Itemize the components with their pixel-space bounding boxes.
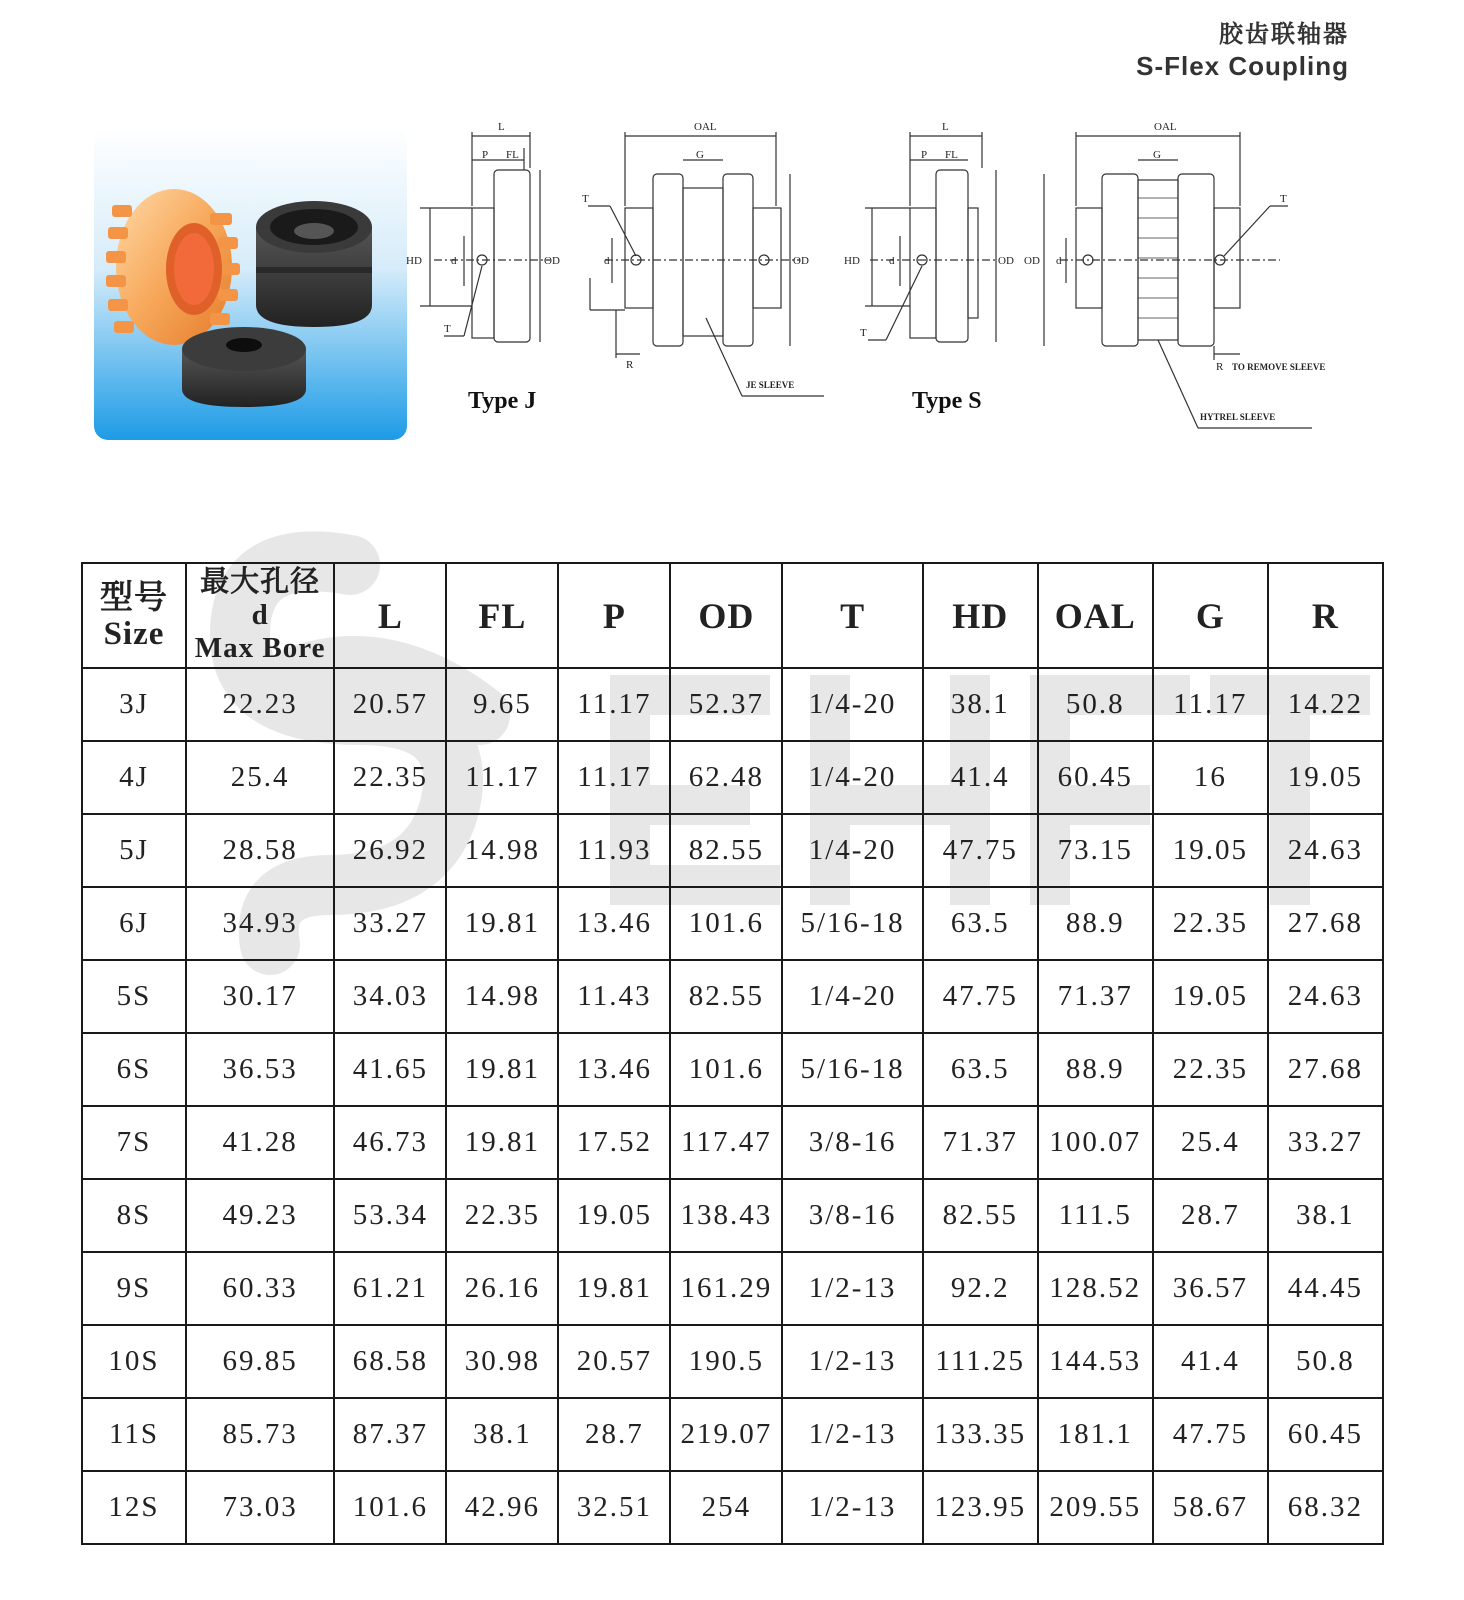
label-g-j: G (696, 149, 704, 161)
type-j-hub-drawing (420, 132, 550, 342)
cell-r: 50.8 (1268, 1325, 1383, 1398)
cell-r: 27.68 (1268, 1033, 1383, 1106)
cell-r: 14.22 (1268, 668, 1383, 741)
cell-size: 6J (82, 887, 186, 960)
cell-max-bore: 85.73 (186, 1398, 334, 1471)
label-od-j: OD (544, 255, 560, 267)
label-od-j2: OD (793, 255, 809, 267)
cell-l: 87.37 (334, 1398, 446, 1471)
cell-l: 33.27 (334, 887, 446, 960)
cell-l: 20.57 (334, 668, 446, 741)
cell-max-bore: 49.23 (186, 1179, 334, 1252)
table-row (82, 1471, 1383, 1544)
cell-size: 12S (82, 1471, 186, 1544)
header-g: G (1153, 563, 1268, 668)
table-row (82, 1033, 1383, 1106)
spec-table-body (82, 668, 1383, 1544)
cell-r: 24.63 (1268, 960, 1383, 1033)
cell-r: 68.32 (1268, 1471, 1383, 1544)
table-row (82, 814, 1383, 887)
cell-g: 22.35 (1153, 1033, 1268, 1106)
cell-max-bore: 73.03 (186, 1471, 334, 1544)
cell-p: 11.93 (558, 814, 670, 887)
cell-fl: 38.1 (446, 1398, 558, 1471)
cell-g: 58.67 (1153, 1471, 1268, 1544)
cell-fl: 14.98 (446, 814, 558, 887)
cell-oal: 111.5 (1038, 1179, 1153, 1252)
cell-r: 38.1 (1268, 1179, 1383, 1252)
cell-size: 5J (82, 814, 186, 887)
cell-oal: 128.52 (1038, 1252, 1153, 1325)
cell-size: 4J (82, 741, 186, 814)
cell-hd: 47.75 (923, 814, 1038, 887)
cell-hd: 47.75 (923, 960, 1038, 1033)
header-size-cn: 型号 (99, 576, 168, 616)
cell-p: 19.05 (558, 1179, 670, 1252)
cell-t: 5/16-18 (782, 887, 922, 960)
cell-g: 19.05 (1153, 814, 1268, 887)
label-p-s: P (921, 149, 928, 161)
cell-size: 11S (82, 1398, 186, 1471)
table-row (82, 741, 1383, 814)
label-od-s: OD (998, 255, 1014, 267)
label-hd-j: HD (406, 255, 422, 267)
label-hytrel-sleeve: HYTREL SLEEVE (1200, 412, 1276, 422)
label-fl-j: FL (506, 149, 519, 161)
header-bore-sym: d (251, 598, 269, 631)
cell-l: 41.65 (334, 1033, 446, 1106)
cell-oal: 50.8 (1038, 668, 1153, 741)
table-row (82, 1398, 1383, 1471)
type-s-assembly-drawing (1044, 132, 1312, 428)
cell-od: 82.55 (670, 960, 782, 1033)
cell-max-bore: 69.85 (186, 1325, 334, 1398)
cell-l: 61.21 (334, 1252, 446, 1325)
table-row (82, 887, 1383, 960)
cell-oal: 71.37 (1038, 960, 1153, 1033)
table-row (82, 960, 1383, 1033)
cell-size: 9S (82, 1252, 186, 1325)
cell-r: 19.05 (1268, 741, 1383, 814)
cell-hd: 133.35 (923, 1398, 1038, 1471)
cell-g: 47.75 (1153, 1398, 1268, 1471)
cell-hd: 63.5 (923, 1033, 1038, 1106)
cell-size: 7S (82, 1106, 186, 1179)
label-r-s: R (1216, 361, 1224, 373)
cell-g: 22.35 (1153, 887, 1268, 960)
cell-l: 22.35 (334, 741, 446, 814)
cell-r: 60.45 (1268, 1398, 1383, 1471)
page-header (1136, 14, 1349, 82)
header-r: R (1268, 563, 1383, 668)
cell-p: 13.46 (558, 887, 670, 960)
cell-r: 24.63 (1268, 814, 1383, 887)
cell-hd: 92.2 (923, 1252, 1038, 1325)
cell-od: 82.55 (670, 814, 782, 887)
cell-od: 117.47 (670, 1106, 782, 1179)
label-to-remove-sleeve: TO REMOVE SLEEVE (1232, 362, 1326, 372)
cell-t: 1/2-13 (782, 1398, 922, 1471)
cell-g: 11.17 (1153, 668, 1268, 741)
label-je-sleeve: JE SLEEVE (746, 380, 795, 390)
cell-t: 3/8-16 (782, 1106, 922, 1179)
label-g-s: G (1153, 149, 1161, 161)
cell-hd: 111.25 (923, 1325, 1038, 1398)
cell-t: 1/4-20 (782, 741, 922, 814)
cell-hd: 82.55 (923, 1179, 1038, 1252)
cell-max-bore: 60.33 (186, 1252, 334, 1325)
cell-fl: 11.17 (446, 741, 558, 814)
cell-r: 33.27 (1268, 1106, 1383, 1179)
table-row (82, 1179, 1383, 1252)
header-t: T (782, 563, 922, 668)
cell-t: 1/2-13 (782, 1252, 922, 1325)
type-j-label: Type J (468, 388, 537, 414)
table-row (82, 1106, 1383, 1179)
label-t-s2: T (1280, 193, 1287, 205)
cell-fl: 30.98 (446, 1325, 558, 1398)
label-hd-s: HD (844, 255, 860, 267)
label-t-s: T (860, 327, 867, 339)
cell-l: 26.92 (334, 814, 446, 887)
cell-r: 27.68 (1268, 887, 1383, 960)
cell-p: 28.7 (558, 1398, 670, 1471)
cell-p: 19.81 (558, 1252, 670, 1325)
cell-oal: 88.9 (1038, 1033, 1153, 1106)
label-t-j: T (444, 323, 451, 335)
cell-oal: 144.53 (1038, 1325, 1153, 1398)
cell-g: 36.57 (1153, 1252, 1268, 1325)
header-fl: FL (446, 563, 558, 668)
cell-t: 1/4-20 (782, 814, 922, 887)
label-d-s2: d (1056, 255, 1062, 267)
label-d-j2: d (604, 255, 610, 267)
cell-p: 11.43 (558, 960, 670, 1033)
header-bore-en: Max Bore (194, 632, 326, 665)
cell-l: 46.73 (334, 1106, 446, 1179)
gear-sleeve-icon (106, 189, 240, 345)
header-max-bore (186, 563, 334, 668)
cell-t: 1/4-20 (782, 960, 922, 1033)
cell-t: 5/16-18 (782, 1033, 922, 1106)
cell-g: 16 (1153, 741, 1268, 814)
cell-fl: 19.81 (446, 887, 558, 960)
label-p-j: P (482, 149, 489, 161)
product-photo (94, 127, 407, 440)
cell-p: 13.46 (558, 1033, 670, 1106)
table-row (82, 668, 1383, 741)
cell-oal: 88.9 (1038, 887, 1153, 960)
label-fl-s: FL (945, 149, 958, 161)
cell-l: 68.58 (334, 1325, 446, 1398)
cell-oal: 181.1 (1038, 1398, 1153, 1471)
label-d-s: d (889, 255, 895, 267)
hub-bottom-icon (182, 327, 306, 407)
cell-oal: 209.55 (1038, 1471, 1153, 1544)
cell-max-bore: 36.53 (186, 1033, 334, 1106)
cell-od: 219.07 (670, 1398, 782, 1471)
table-row (82, 1252, 1383, 1325)
header-bore-cn: 最大孔径 (200, 564, 321, 599)
cell-p: 11.17 (558, 741, 670, 814)
title-en: S-Flex Coupling (1136, 51, 1349, 81)
cell-od: 190.5 (670, 1325, 782, 1398)
header-size-en: Size (103, 615, 165, 652)
label-od-s2: OD (1024, 255, 1040, 267)
cell-size: 3J (82, 668, 186, 741)
table-row (82, 1325, 1383, 1398)
cell-max-bore: 34.93 (186, 887, 334, 960)
cell-hd: 71.37 (923, 1106, 1038, 1179)
cell-r: 44.45 (1268, 1252, 1383, 1325)
cell-max-bore: 30.17 (186, 960, 334, 1033)
cell-od: 138.43 (670, 1179, 782, 1252)
cell-p: 17.52 (558, 1106, 670, 1179)
title-cn: 胶齿联轴器 (1219, 20, 1349, 48)
cell-hd: 123.95 (923, 1471, 1038, 1544)
label-t-j2: T (582, 193, 589, 205)
label-d-j: d (451, 255, 457, 267)
header-od: OD (670, 563, 782, 668)
cell-p: 20.57 (558, 1325, 670, 1398)
cell-fl: 14.98 (446, 960, 558, 1033)
cell-od: 161.29 (670, 1252, 782, 1325)
cell-fl: 9.65 (446, 668, 558, 741)
cell-max-bore: 28.58 (186, 814, 334, 887)
cell-oal: 73.15 (1038, 814, 1153, 887)
cell-g: 28.7 (1153, 1179, 1268, 1252)
cell-l: 101.6 (334, 1471, 446, 1544)
cell-l: 34.03 (334, 960, 446, 1033)
cell-od: 62.48 (670, 741, 782, 814)
cell-g: 19.05 (1153, 960, 1268, 1033)
header-size (82, 563, 186, 668)
cell-t: 1/2-13 (782, 1471, 922, 1544)
spec-table (81, 562, 1384, 1545)
type-s-label: Type S (912, 388, 982, 414)
cell-t: 1/2-13 (782, 1325, 922, 1398)
label-oal-s: OAL (1154, 121, 1177, 133)
label-l-s: L (942, 121, 949, 133)
cell-hd: 41.4 (923, 741, 1038, 814)
coupling-parts-illustration (94, 127, 407, 440)
cell-od: 254 (670, 1471, 782, 1544)
cell-fl: 26.16 (446, 1252, 558, 1325)
header-p: P (558, 563, 670, 668)
cell-fl: 42.96 (446, 1471, 558, 1544)
cell-fl: 19.81 (446, 1106, 558, 1179)
cell-size: 10S (82, 1325, 186, 1398)
cell-t: 3/8-16 (782, 1179, 922, 1252)
cell-oal: 100.07 (1038, 1106, 1153, 1179)
dimension-diagrams (406, 118, 1360, 443)
cell-l: 53.34 (334, 1179, 446, 1252)
header-l: L (334, 563, 446, 668)
cell-max-bore: 41.28 (186, 1106, 334, 1179)
cell-size: 8S (82, 1179, 186, 1252)
cell-od: 101.6 (670, 887, 782, 960)
cell-max-bore: 22.23 (186, 668, 334, 741)
label-oal-j: OAL (694, 121, 717, 133)
cell-size: 5S (82, 960, 186, 1033)
label-r-j: R (626, 359, 634, 371)
cell-t: 1/4-20 (782, 668, 922, 741)
cell-g: 41.4 (1153, 1325, 1268, 1398)
cell-fl: 22.35 (446, 1179, 558, 1252)
cell-max-bore: 25.4 (186, 741, 334, 814)
header-hd: HD (923, 563, 1038, 668)
cell-p: 32.51 (558, 1471, 670, 1544)
type-s-hub-drawing (865, 132, 996, 342)
cell-od: 52.37 (670, 668, 782, 741)
cell-hd: 38.1 (923, 668, 1038, 741)
cell-g: 25.4 (1153, 1106, 1268, 1179)
dimension-drawings (406, 118, 1360, 438)
type-j-assembly-drawing (588, 132, 824, 396)
spec-table-header (82, 563, 1383, 668)
label-l-j: L (498, 121, 505, 133)
header-oal: OAL (1038, 563, 1153, 668)
cell-p: 11.17 (558, 668, 670, 741)
cell-fl: 19.81 (446, 1033, 558, 1106)
cell-hd: 63.5 (923, 887, 1038, 960)
hub-right-icon (256, 201, 372, 327)
cell-oal: 60.45 (1038, 741, 1153, 814)
cell-size: 6S (82, 1033, 186, 1106)
cell-od: 101.6 (670, 1033, 782, 1106)
